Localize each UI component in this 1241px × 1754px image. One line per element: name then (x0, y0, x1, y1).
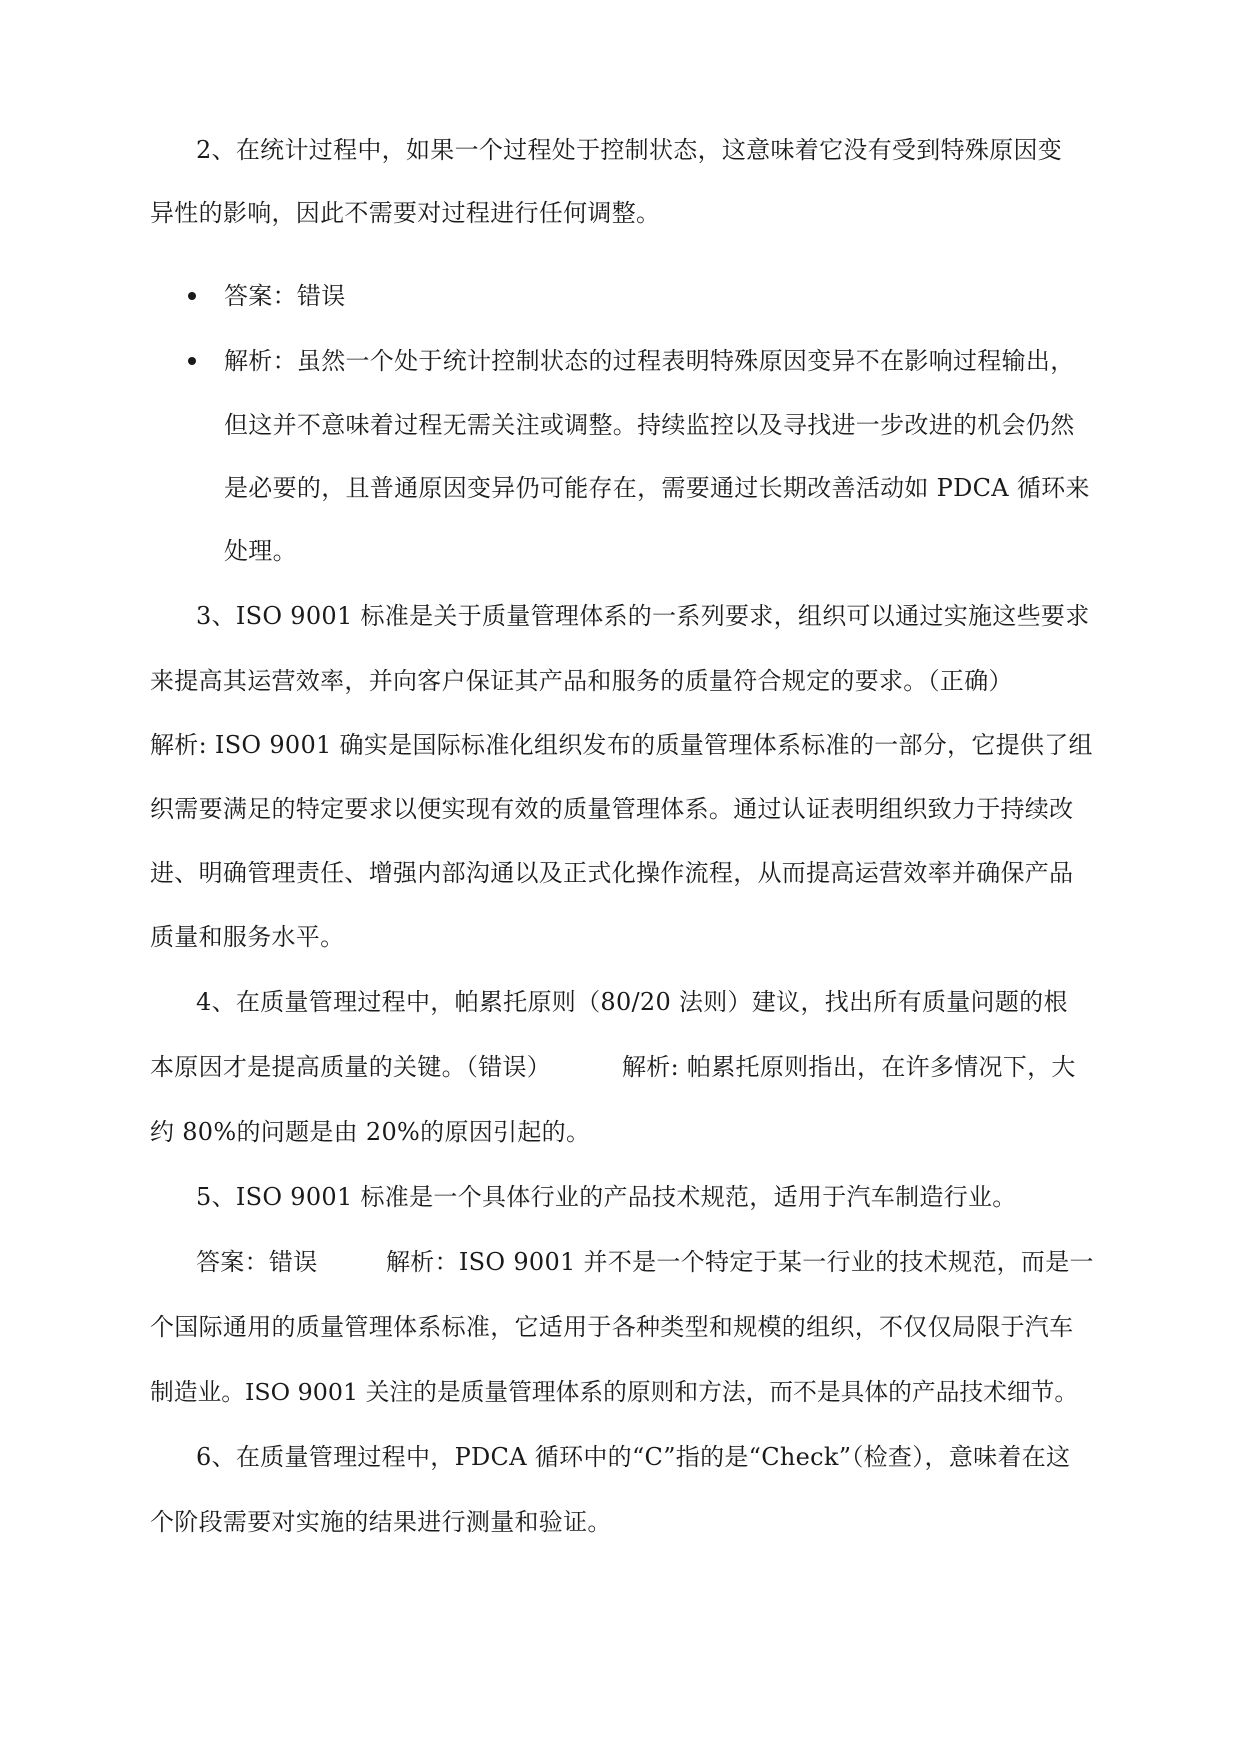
q5-line-1: 5、ISO 9001 标准是一个具体行业的产品技术规范，适用于汽车制造行业。 (196, 1183, 1017, 1211)
q3-analysis-line-3: 进、明确管理责任、增强内部沟通以及正式化操作流程，从而提高运营效率并确保产品 (150, 859, 1074, 887)
q3-line-2: 来提高其运营效率，并向客户保证其产品和服务的质量符合规定的要求。（正确） (150, 667, 1013, 695)
q4-line-2-b: 解析: 帕累托原则指出，在许多情况下，大 (622, 1053, 1076, 1081)
q4-line-3: 约 80%的问题是由 20%的原因引起的。 (150, 1118, 591, 1146)
q3-analysis-line-4: 质量和服务水平。 (150, 923, 345, 951)
q6-line-2: 个阶段需要对实施的结果进行测量和验证。 (150, 1508, 612, 1536)
q2-answer: 答案：错误 (224, 282, 346, 310)
q5-line-4: 制造业。ISO 9001 关注的是质量管理体系的原则和方法，而不是具体的产品技术细节。 (150, 1378, 1079, 1406)
q5-line-2-b: 解析：ISO 9001 并不是一个特定于某一行业的技术规范，而是一 (386, 1248, 1094, 1276)
q2-line-2: 异性的影响，因此不需要对过程进行任何调整。 (150, 199, 661, 227)
q5-line-2-a: 答案：错误 (196, 1248, 318, 1276)
bullet-icon (188, 357, 196, 365)
q3-analysis-line-2: 织需要满足的特定要求以便实现有效的质量管理体系。通过认证表明组织致力于持续改 (150, 795, 1074, 823)
q4-line-2-a: 本原因才是提高质量的关键。（错误） (150, 1053, 552, 1081)
bullet-icon (188, 292, 196, 300)
q3-line-1: 3、ISO 9001 标准是关于质量管理体系的一系列要求，组织可以通过实施这些要求 (196, 602, 1090, 630)
q2-analysis-line-1: 解析：虽然一个处于统计控制状态的过程表明特殊原因变异不在影响过程输出， (224, 347, 1075, 375)
q3-analysis-line-1: 解析: ISO 9001 确实是国际标准化组织发布的质量管理体系标准的一部分，它提供了组 (150, 731, 1093, 759)
q5-line-3: 个国际通用的质量管理体系标准，它适用于各种类型和规模的组织，不仅仅局限于汽车 (150, 1313, 1074, 1341)
q2-line-1: 2、在统计过程中，如果一个过程处于控制状态，这意味着它没有受到特殊原因变 (196, 136, 1063, 164)
q2-analysis-line-3: 是必要的，且普通原因变异仍可能存在，需要通过长期改善活动如 PDCA 循环来 (224, 474, 1090, 502)
q2-analysis-line-2: 但这并不意味着过程无需关注或调整。持续监控以及寻找进一步改进的机会仍然 (224, 411, 1075, 439)
q2-analysis-line-4: 处理。 (224, 537, 297, 565)
q4-line-1: 4、在质量管理过程中，帕累托原则（80/20 法则）建议，找出所有质量问题的根 (196, 988, 1068, 1016)
q6-line-1: 6、在质量管理过程中，PDCA 循环中的“C”指的是“Check”（检查），意味着在这 (196, 1443, 1071, 1471)
